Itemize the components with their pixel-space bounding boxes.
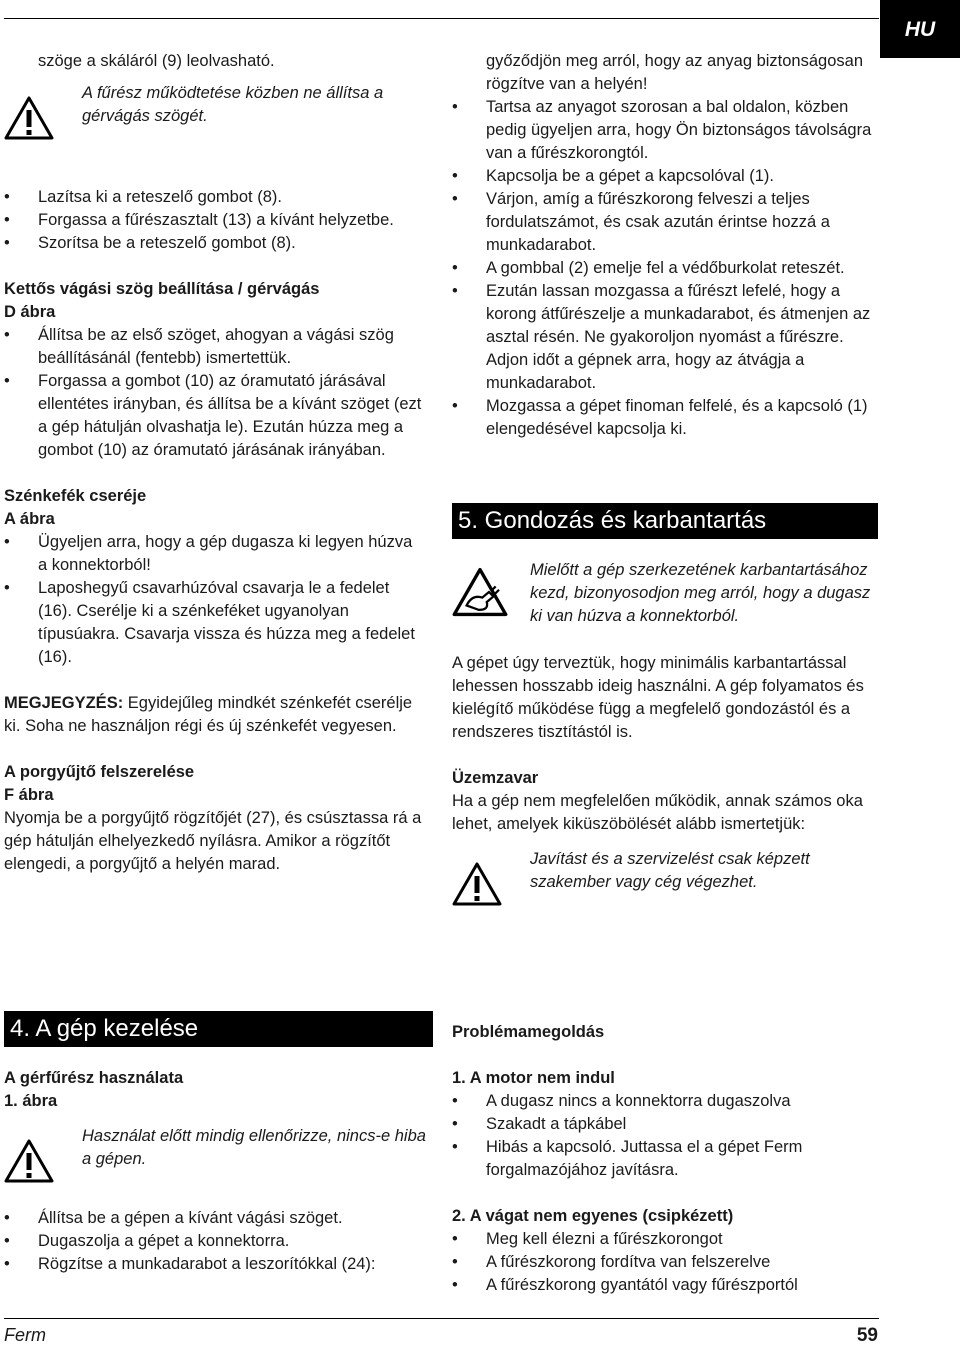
left-column-lower [4,1067,434,1276]
bullet-list [4,1207,434,1276]
list-item: • Kapcsolja be a gépet a kapcsolóval (1). [452,165,878,188]
warning-triangle-icon [4,96,54,140]
warning-block [4,1125,434,1195]
list-item: • Várjon, amíg a fűrészkorong felveszi a teljes fordulatszámot, és csak azután érintse hozzá a munkadarabot. [452,188,878,257]
paragraph: Ha a gép nem megfelelően működik, annak számos oka lehet, amelyek kiküszöbölését alább ismertetjük: [452,792,863,833]
list-item: • Tartsa az anyagot szorosan a bal oldalon, közben pedig ügyeljen arra, hogy Ön biztonságos távolságra van a fűrészkorongtól. [452,96,878,165]
list-item: • Ezután lassan mozgassa a fűrészt lefelé, hogy a korong átfűrészelje a munkadarabot, és átmenjen az asztal résén. Ne gyakoroljon nyomást a fűrészre. Adjon időt a gépnek arra, hogy az átvágja a munkadarabot. [452,280,878,395]
section-heading: 1. A motor nem indul [452,1069,615,1087]
bullet-list [452,1228,878,1297]
list-item: • Rögzítse a munkadarabot a leszorítókkal (24): [4,1253,434,1276]
list-item: • Forgassa a fűrészasztalt (13) a kívánt helyzetbe. [4,209,424,232]
list-item: • Ügyeljen arra, hogy a gép dugasza ki legyen húzva a konnektorból! [4,531,424,577]
right-column-lower [452,559,878,918]
bullet-list [4,186,424,255]
right-column-bottom [452,1021,878,1297]
list-item: • Állítsa be a gépen a kívánt vágási szöget. [4,1207,434,1230]
section-heading: Problémamegoldás [452,1023,605,1041]
list-item: • Állítsa be az első szöget, ahogyan a vágási szög beállításánál (fentebb) ismertettük. [4,324,424,370]
paragraph: győződjön meg arról, hogy az anyag biztonságosan rögzítve van a helyén! [486,52,863,93]
warning-block [452,848,878,918]
bullet-list [4,324,424,462]
section-heading: A porgyűjtő felszerelése [4,763,195,781]
warning-text: A fűrész működtetése közben ne állítsa a gérvágás szögét. [82,84,384,125]
figure-ref: F ábra [4,786,54,804]
list-item: • A fűrészkorong fordítva van felszerelve [452,1251,878,1274]
section-heading: A gérfűrész használata [4,1069,184,1087]
section-heading: Kettős vágási szög beállítása / gérvágás [4,280,320,298]
left-column [4,50,424,876]
note-label: MEGJEGYZÉS: [4,694,124,712]
warning-triangle-icon [4,1139,54,1183]
figure-ref: 1. ábra [4,1092,58,1110]
top-rule [4,18,879,19]
section-5-title: 5. Gondozás és karbantartás [452,503,878,539]
list-item: • Forgassa a gombot (10) az óramutató járásával ellentétes irányban, és állítsa be a kívánt szöget (ezt a gép hátulján olvashatja le). Ezután húzza meg a gombot (10) az óramutató járásának irányában. [4,370,424,462]
list-item: • Mozgassa a gépet finoman felfelé, és a kapcsoló (1) elengedésével kapcsolja ki. [452,395,878,441]
list-item: • Szorítsa be a reteszelő gombot (8). [4,232,424,255]
footer-rule [4,1318,879,1319]
page-number: 59 [856,1325,878,1346]
footer-brand: Ferm [4,1325,46,1345]
list-item: • Szakadt a tápkábel [452,1113,878,1136]
list-item: • A fűrészkorong gyantától vagy fűrészportól [452,1274,878,1297]
list-item: • A dugasz nincs a konnektorra dugaszolva [452,1090,878,1113]
warning-text: Mielőtt a gép szerkezetének karbantartásához kezd, bizonyosodjon meg arról, hogy a dugasz ki van húzva a konnektorból. [530,561,871,625]
unplug-warning-icon [452,567,508,617]
list-item: • Laposhegyű csavarhúzóval csavarja le a fedelet (16). Cserélje ki a szénkeféket ugyanolyan típusúakra. Csavarja vissza és húzza meg a fedelet (16). [4,577,424,669]
section-heading: 2. A vágat nem egyenes (csipkézett) [452,1207,734,1225]
list-item: • Dugaszolja a gépet a konnektorra. [4,1230,434,1253]
section-4-title: 4. A gép kezelése [4,1011,433,1047]
list-item: • A gombbal (2) emelje fel a védőburkolat reteszét. [452,257,878,280]
warning-text: Használat előtt mindig ellenőrizze, nincs-e hiba a gépen. [82,1127,426,1168]
paragraph: szöge a skáláról (9) leolvasható. [38,52,275,70]
note-text: Egyidejűleg mindkét szénkefét cserélje ki. Soha ne használjon régi és új szénkefét vegyesen. [4,694,413,735]
section-heading: Szénkefék cseréje [4,487,147,505]
warning-text: Javítást és a szervizelést csak képzett szakember vagy cég végezhet. [530,850,810,891]
paragraph: A gépet úgy terveztük, hogy minimális karbantartással lehessen hosszabb ideig használni. A gép folyamatos és kielégítő működése függ a megfelelő gondozástól és a rendszeres tisztítástól is. [452,654,864,741]
bullet-list [4,531,424,669]
figure-ref: D ábra [4,303,56,321]
list-item: • Hibás a kapcsoló. Juttassa el a gépet Ferm forgalmazójához javításra. [452,1136,878,1182]
note-paragraph [4,692,424,738]
list-item: • Meg kell élezni a fűrészkorongot [452,1228,878,1251]
warning-block [452,559,878,629]
section-heading: Üzemzavar [452,769,539,787]
warning-block [4,82,424,152]
language-tab: HU [880,0,960,58]
right-column [452,50,878,441]
bullet-list [452,1090,878,1182]
bullet-list [452,96,878,441]
list-item: • Lazítsa ki a reteszelő gombot (8). [4,186,424,209]
warning-triangle-icon [452,862,502,906]
paragraph: Nyomja be a porgyűjtő rögzítőjét (27), és csúsztassa rá a gép hátulján elhelyezkedő nyílásra. Amikor a rögzítőt elengedi, a porgyűjtő a helyén marad. [4,809,422,873]
figure-ref: A ábra [4,510,55,528]
